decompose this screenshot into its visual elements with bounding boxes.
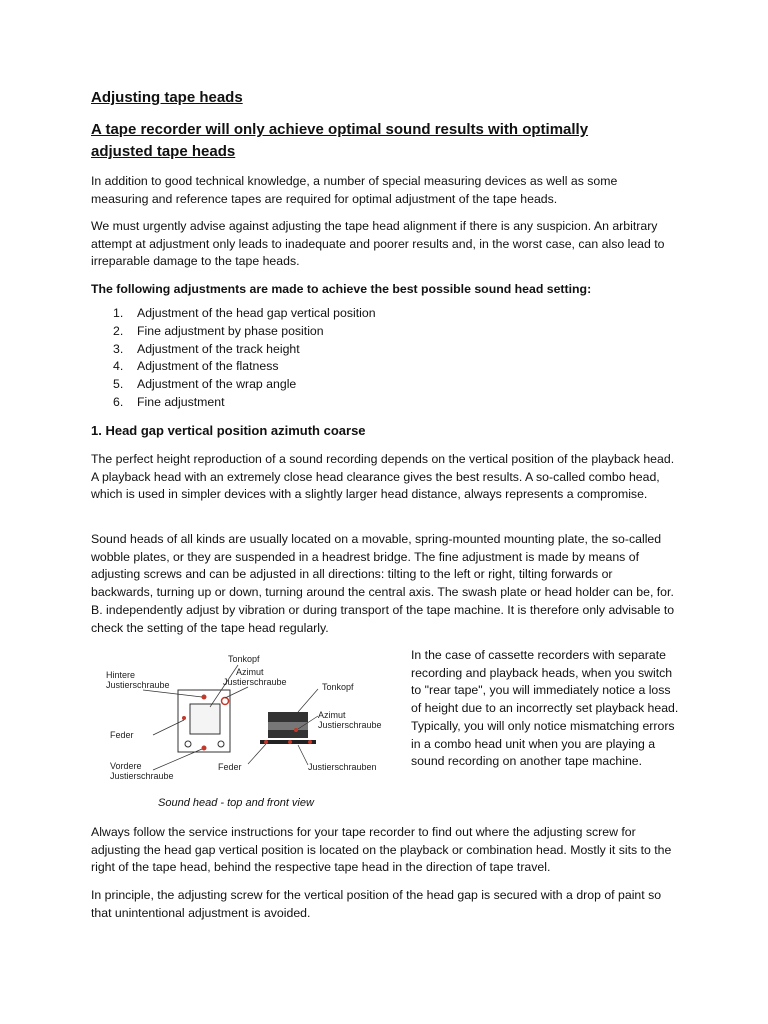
spring-icon [182, 716, 186, 720]
page-subtitle: A tape recorder will only achieve optimal sound results with optimally adjusted tape heads [91, 121, 589, 160]
list-item: 6. Fine adjustment [113, 394, 225, 409]
label-feder-left: Feder [110, 730, 134, 740]
label-azimut-top: Azimut [236, 667, 264, 677]
label-feder-bottom: Feder [218, 762, 242, 772]
screw-icon [308, 740, 312, 744]
paragraph-height: The perfect height reproduction of a sound recording depends on the vertical position of the playback head. A playback head with an extremely close head clearance gives the best results. A so-called combo head, which is used in simpler devices with a slightly larger head distance, always represents a compromise. [91, 452, 675, 502]
rear-screw-icon [202, 695, 207, 700]
front-screw-icon [202, 746, 207, 751]
paragraph-intro: In addition to good technical knowledge, a number of special measuring devices as well as some measuring and reference tapes are required for optimal adjustment of the tape heads. [91, 174, 618, 206]
paragraph-cassette: In the case of cassette recorders with separate recording and playback heads, when you switch to "rear tape", you will immediately notice a loss of height due to an incorrectly set playback head. Typically, you will only notice mismatching errors in a combo head unit when you are playing a sound recording on another tape machine. [411, 648, 679, 769]
paragraph-paint: In principle, the adjusting screw for the vertical position of the head gap is secured with a drop of paint so that unintentional adjustment is avoided. [91, 888, 662, 920]
label-justierschraube-rear: Justierschraube [106, 680, 170, 690]
screw-icon [185, 741, 191, 747]
list-item: 2. Fine adjustment by phase position [113, 323, 324, 338]
adjustments-list [91, 305, 376, 412]
paragraph-mounting: Sound heads of all kinds are usually located on a movable, spring-mounted mounting plate, the so-called wobble plates, or they are suspended in a headrest bridge. The fine adjustment is made by means of adjusting screws and can be adjusted in all directions: tilting to the left or right, tilting forwards or backwards, turning up or down, turning around the central axis. The swash plate or head holder can be, for. B. independently adjust by vibration or during transport of the tape machine. It is therefore only advisable to check the setting of the tape head regularly. [91, 532, 675, 635]
front-view-head-top [268, 712, 308, 722]
screw-icon [288, 740, 292, 744]
azimut-screw-icon [294, 728, 298, 732]
page-title: Adjusting tape heads [91, 89, 243, 106]
list-item: 4. Adjustment of the flatness [113, 359, 279, 374]
label-azimut-top-sub: Justierschraube [223, 677, 287, 687]
top-view-head [190, 704, 220, 734]
label-justierschraube-front: Justierschraube [110, 771, 174, 781]
sound-head-diagram [98, 652, 398, 792]
front-view-head-bottom [268, 730, 308, 738]
list-item: 1. Adjustment of the head gap vertical position [113, 306, 376, 320]
paragraph-service: Always follow the service instructions for your tape recorder to find out where the adjusting screw for adjusting the head gap vertical position is located on the playback or combination head. Mostly it sits to the right of the tape head, behind the respective tape head in the direction of tape travel. [91, 825, 672, 875]
sound-head-figure [98, 652, 398, 792]
azimut-screw-icon [222, 698, 229, 705]
label-justierschrauben: Justierschrauben [308, 762, 377, 772]
list-item: 3. Adjustment of the track height [113, 341, 300, 356]
paragraph-list-intro: The following adjustments are made to achieve the best possible sound head setting: [91, 282, 592, 296]
paragraph-warning: We must urgently advise against adjusting the tape head alignment if there is any suspicion. An arbitrary attempt at adjustment only leads to inadequate and poorer results and, in the worst case, can also lead to irreparable damage to the tape heads. [91, 219, 665, 269]
label-tonkopf-front: Tonkopf [322, 682, 354, 692]
label-vordere: Vordere [110, 761, 142, 771]
label-tonkopf-top: Tonkopf [228, 654, 260, 664]
label-hintere: Hintere [106, 670, 136, 680]
screw-icon [264, 740, 268, 744]
label-azimut-front-sub: Justierschraube [318, 720, 382, 730]
section-heading: 1. Head gap vertical position azimuth coarse [91, 423, 366, 438]
figure-caption: Sound head - top and front view [158, 797, 314, 809]
label-azimut-front: Azimut [318, 710, 346, 720]
list-item: 5. Adjustment of the wrap angle [113, 377, 297, 392]
screw-icon [218, 741, 224, 747]
